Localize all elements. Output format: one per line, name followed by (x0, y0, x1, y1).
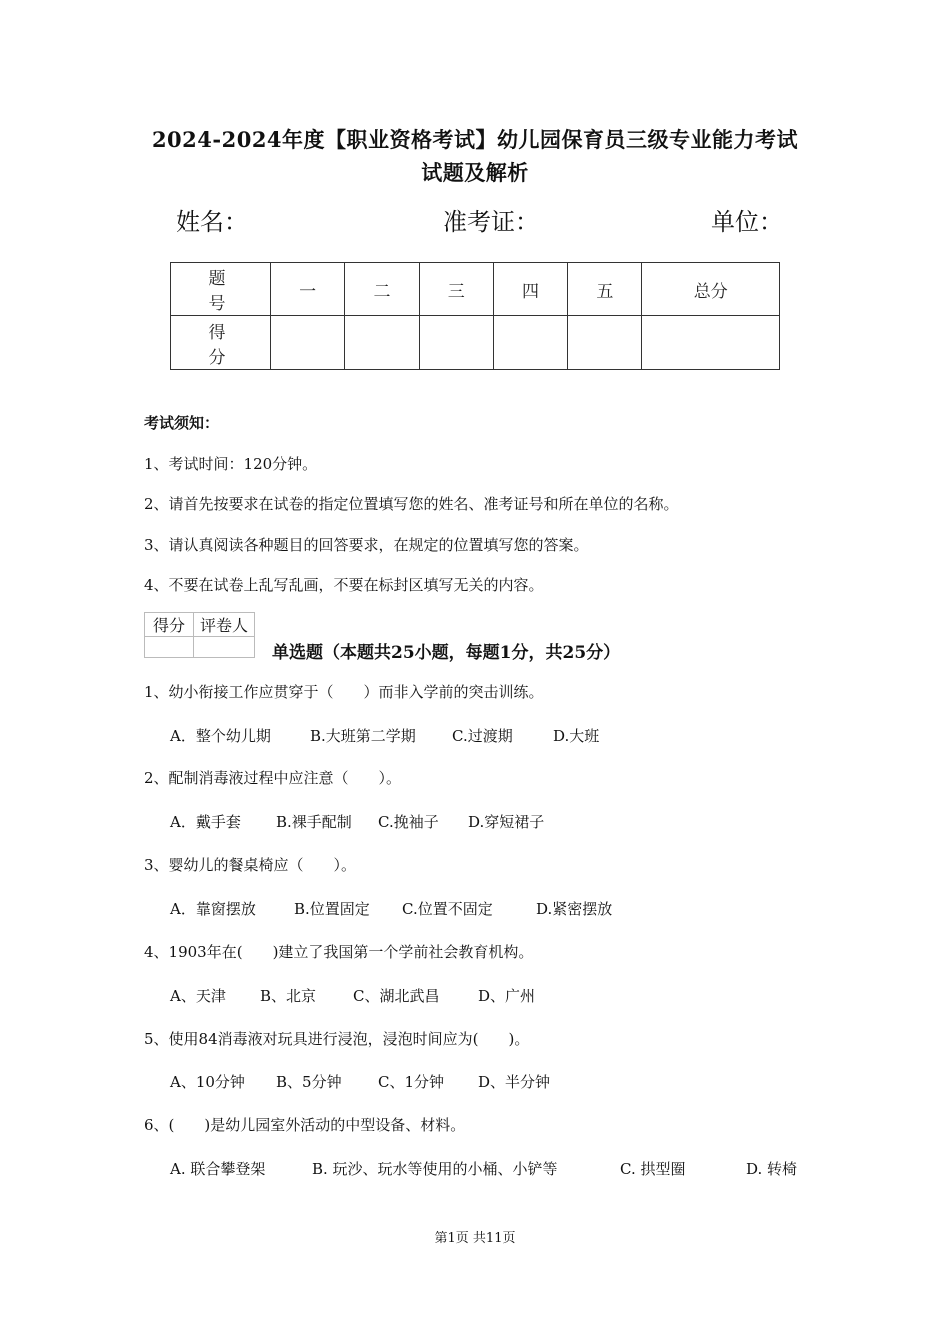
option: C、湖北武昌 (353, 987, 440, 1005)
option: C.位置不固定 (402, 900, 493, 918)
option: B.裸手配制 (276, 813, 352, 831)
column-header: 二 (345, 263, 419, 316)
option: C. 拱型圈 (620, 1160, 686, 1178)
grader-score-cell (145, 637, 194, 658)
section-title: 单选题（本题共25小题，每题1分，共25分） (272, 643, 621, 663)
exam-id-label: 准考证： (443, 208, 539, 236)
question-text: 4、1903年在( )建立了我国第一个学前社会教育机构。 (144, 943, 534, 961)
grader-score-label: 得分 (145, 613, 194, 637)
option: A．戴手套 (170, 813, 241, 831)
name-label: 姓名： (176, 208, 248, 236)
question-number-label: 题 号 (171, 263, 271, 316)
option: A. 联合攀登架 (170, 1160, 266, 1178)
question-text: 2、配制消毒液过程中应注意（ ）。 (144, 769, 402, 787)
score-table (170, 262, 780, 370)
option: D、广州 (478, 987, 536, 1005)
document-title-line-2: 试题及解析 (421, 160, 529, 185)
grader-box (144, 612, 255, 658)
question-text: 5、使用84消毒液对玩具进行浸泡，浸泡时间应为( )。 (144, 1030, 530, 1048)
score-table-header-row (171, 263, 780, 316)
exam-note: 2、请首先按要求在试卷的指定位置填写您的姓名、准考证号和所在单位的名称。 (144, 495, 679, 513)
option: D、半分钟 (478, 1073, 551, 1091)
column-header: 五 (568, 263, 642, 316)
score-cell (493, 316, 567, 370)
grader-reviewer-cell (194, 637, 255, 658)
score-table-score-row (171, 316, 780, 370)
document-title-line-1: 2024-2024年度【职业资格考试】幼儿园保育员三级专业能力考试 (151, 127, 799, 152)
question-text: 6、( )是幼儿园室外活动的中型设备、材料。 (144, 1116, 466, 1134)
exam-note: 3、请认真阅读各种题目的回答要求，在规定的位置填写您的答案。 (144, 536, 589, 554)
question-text: 3、婴幼儿的餐桌椅应（ ）。 (144, 856, 357, 874)
question-text: 1、幼小衔接工作应贯穿于（ ）而非入学前的突击训练。 (144, 683, 544, 701)
option: A．靠窗摆放 (170, 900, 256, 918)
column-header: 总分 (642, 263, 780, 316)
option: B.位置固定 (294, 900, 370, 918)
score-cell (345, 316, 419, 370)
score-label: 得 分 (171, 316, 271, 370)
page-footer: 第1页 共11页 (434, 1231, 516, 1246)
option: C.过渡期 (452, 727, 513, 745)
option: B. 玩沙、玩水等使用的小桶、小铲等 (312, 1160, 558, 1178)
option: A、天津 (170, 987, 226, 1005)
score-cell (642, 316, 780, 370)
grader-reviewer-label: 评卷人 (194, 613, 255, 637)
option: B.大班第二学期 (310, 727, 416, 745)
option: B、北京 (260, 987, 317, 1005)
option: D.紧密摆放 (536, 900, 613, 918)
option: C、1分钟 (378, 1073, 445, 1091)
column-header: 三 (419, 263, 493, 316)
exam-notes-title: 考试须知： (144, 414, 220, 432)
option: B、5分钟 (276, 1073, 342, 1091)
candidate-info-fields (0, 202, 950, 238)
exam-note: 1、考试时间：120分钟。 (144, 455, 318, 473)
option: A．整个幼儿期 (170, 727, 271, 745)
column-header: 一 (271, 263, 345, 316)
option: A、10分钟 (170, 1073, 245, 1091)
column-header: 四 (493, 263, 567, 316)
option: D. 转椅 (746, 1160, 798, 1178)
score-cell (568, 316, 642, 370)
option: D.大班 (553, 727, 600, 745)
exam-note: 4、不要在试卷上乱写乱画，不要在标封区填写无关的内容。 (144, 576, 544, 594)
score-cell (419, 316, 493, 370)
score-cell (271, 316, 345, 370)
unit-label: 单位： (711, 208, 783, 236)
option: D.穿短裙子 (468, 813, 545, 831)
option: C.挽袖子 (378, 813, 439, 831)
